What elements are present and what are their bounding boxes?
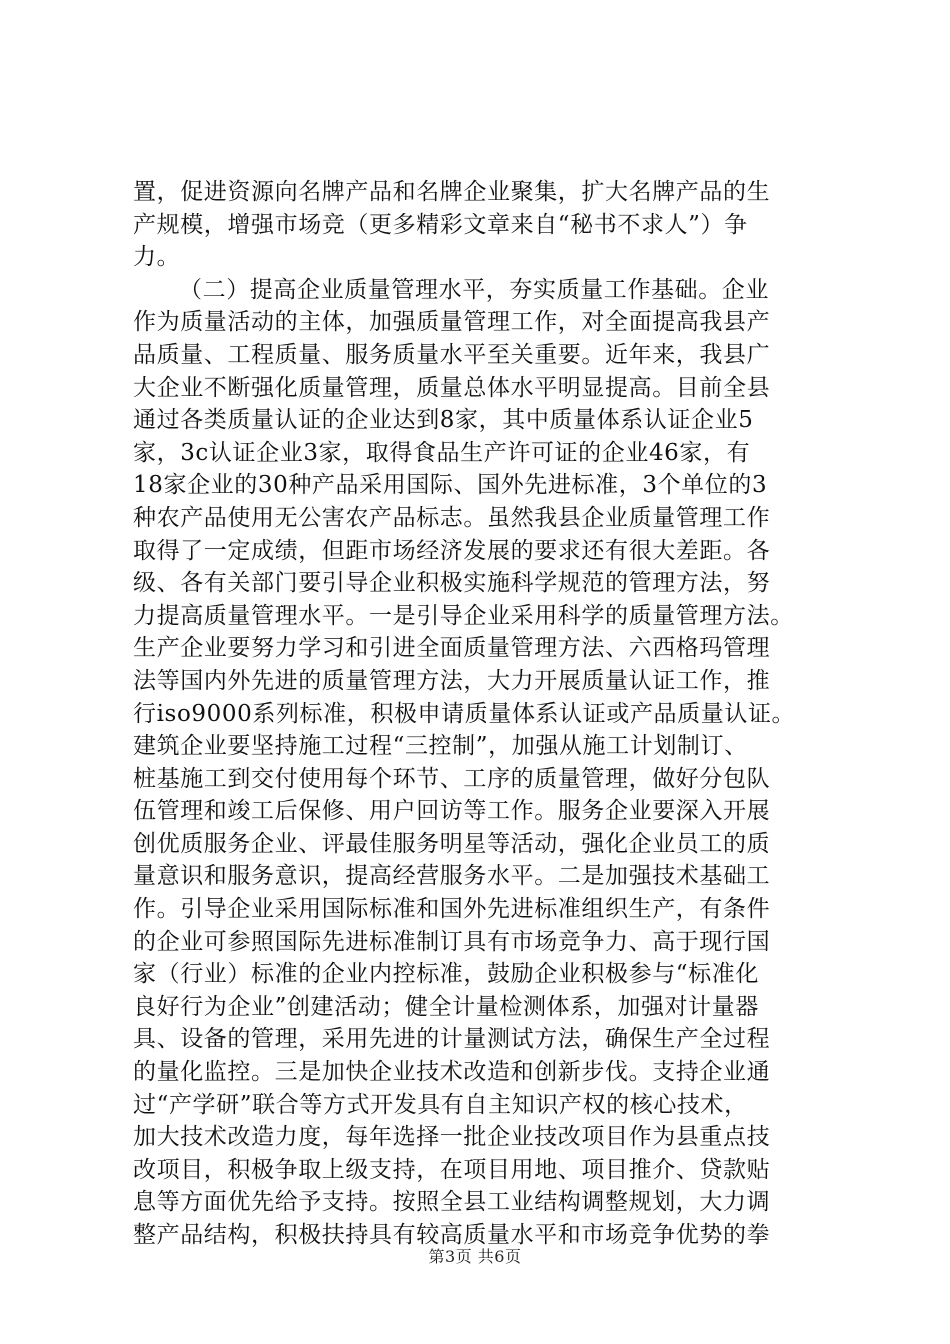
text-line: 建筑企业要坚持施工过程“三控制”，加强从施工计划制订、 — [133, 733, 748, 760]
text-line: 过“产学研”联合等方式开发具有自主知识产权的核心技术， — [133, 1091, 748, 1118]
text-line: 生产企业要努力学习和引进全面质量管理方法、六西格玛管理 — [133, 635, 771, 662]
text-line: 置，促进资源向名牌产品和名牌企业聚集，扩大名牌产品的生 — [133, 179, 771, 205]
text-line: 的量化监控。三是加快企业技术改造和创新步伐。支持企业通 — [133, 1059, 771, 1086]
text-line: 创优质服务企业、评最佳服务明星等活动，强化企业员工的质 — [133, 830, 771, 857]
text-line: 息等方面优先给予支持。按照全县工业结构调整规划，大力调 — [133, 1189, 771, 1216]
text-line: 行iso9000系列标准，积极申请质量体系认证或产品质量认证。 — [133, 700, 796, 727]
text-line: 品质量、工程质量、服务质量水平至关重要。近年来，我县广 — [133, 341, 771, 368]
text-line: 大企业不断强化质量管理，质量总体水平明显提高。目前全县 — [133, 374, 771, 401]
text-line: 家，3c认证企业3家，取得食品生产许可证的企业46家，有 — [133, 439, 751, 466]
text-line: 取得了一定成绩，但距市场经济发展的要求还有很大差距。各 — [133, 537, 771, 564]
text-line: 量意识和服务意识，提高经营服务水平。二是加强技术基础工 — [133, 863, 771, 890]
text-line: 改项目，积极争取上级支持，在项目用地、项目推介、贷款贴 — [133, 1156, 771, 1183]
text-line: 伍管理和竣工后保修、用户回访等工作。服务企业要深入开展 — [133, 798, 771, 825]
text-line: 家（行业）标准的企业内控标准，鼓励企业积极参与“标准化 — [133, 961, 759, 988]
text-line: 产规模，增强市场竞（更多精彩文章来自“秘书不求人”）争 — [133, 211, 748, 238]
page-number-footer: 第3页 共6页 — [428, 1247, 522, 1266]
text-line: 力提高质量管理水平。一是引导企业采用科学的质量管理方法。 — [133, 602, 794, 629]
text-line: 桩基施工到交付使用每个环节、工序的质量管理，做好分包队 — [133, 765, 771, 792]
text-line: 法等国内外先进的质量管理方法，大力开展质量认证工作，推 — [133, 667, 771, 694]
text-line: 通过各类质量认证的企业达到8家，其中质量体系认证企业5 — [133, 407, 754, 434]
paragraph-start-line: （二）提高企业质量管理水平，夯实质量工作基础。企业 — [179, 276, 769, 303]
text-line: 作为质量活动的主体，加强质量管理工作，对全面提高我县产 — [133, 309, 771, 336]
text-line: 级、各有关部门要引导企业积极实施科学规范的管理方法，努 — [133, 570, 771, 597]
text-line: 具、设备的管理，采用先进的计量测试方法，确保生产全过程 — [133, 1026, 771, 1053]
text-line: 18家企业的30种产品采用国际、国外先进标准，3个单位的3 — [133, 472, 768, 499]
document-body — [133, 176, 833, 1252]
text-line: 力。 — [133, 244, 181, 271]
text-line: 良好行为企业”创建活动；健全计量检测体系，加强对计量器 — [133, 993, 759, 1020]
text-line: 作。引导企业采用国际标准和国外先进标准组织生产，有条件 — [133, 896, 771, 923]
text-line: 整产品结构，积极扶持具有较高质量水平和市场竞争优势的拳 — [133, 1222, 771, 1248]
text-line: 加大技术改造力度，每年选择一批企业技改项目作为县重点技 — [133, 1124, 771, 1151]
text-line: 的企业可参照国际先进标准制订具有市场竞争力、高于现行国 — [133, 928, 771, 955]
text-line: 种农产品使用无公害农产品标志。虽然我县企业质量管理工作 — [133, 504, 771, 531]
